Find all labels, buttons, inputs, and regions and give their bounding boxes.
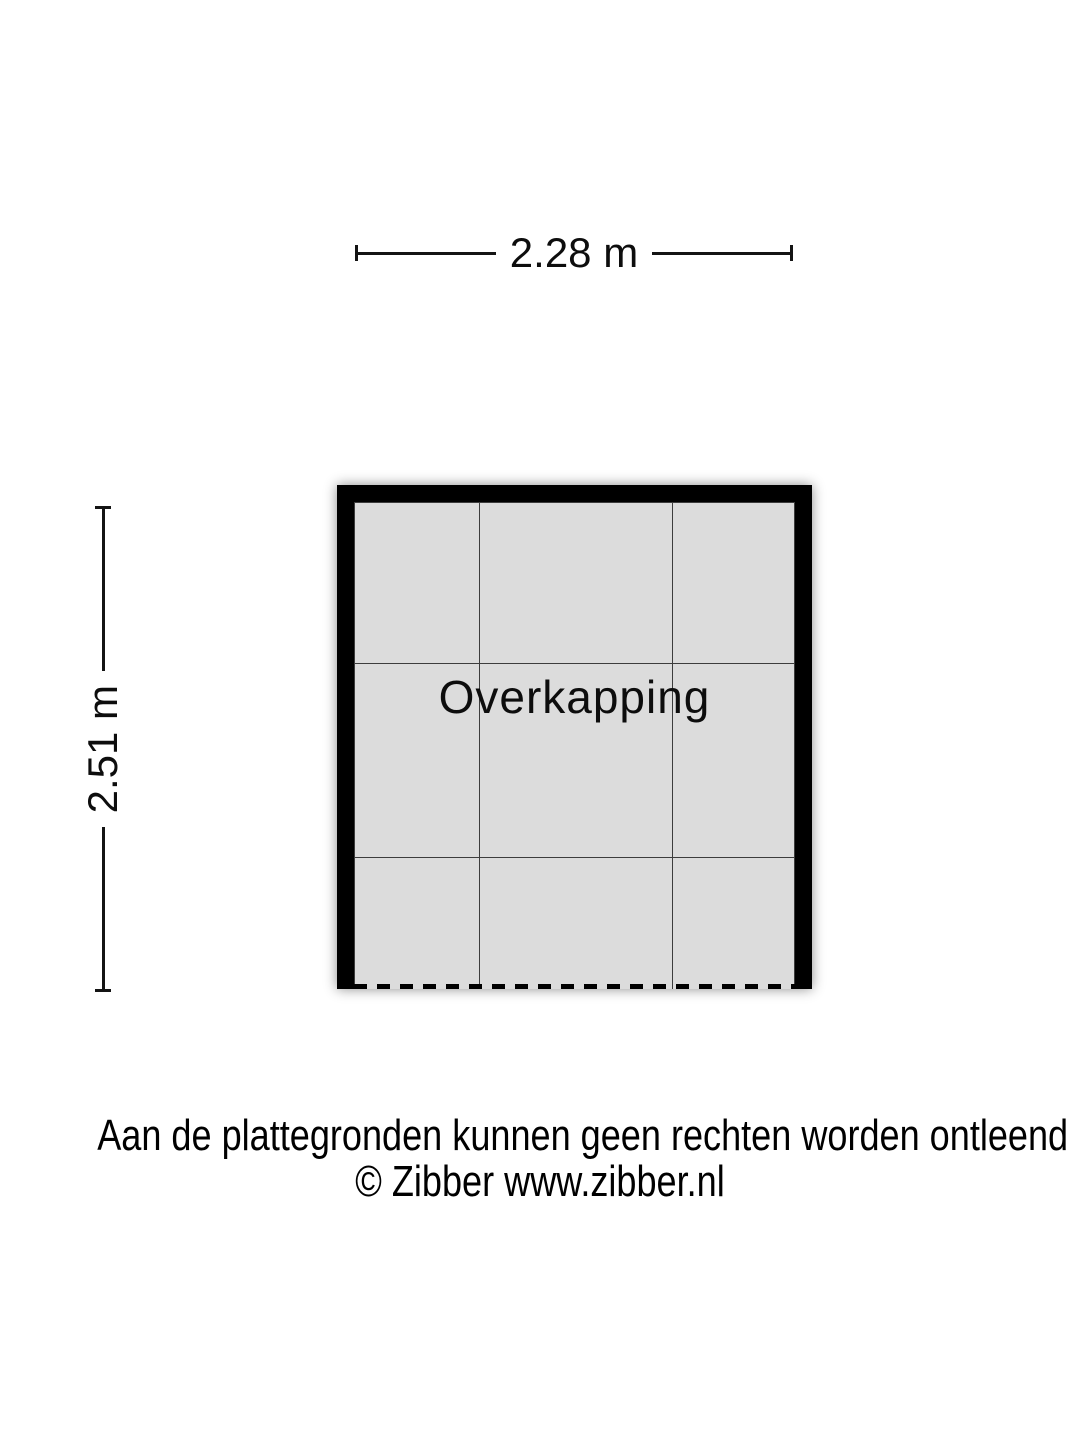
width-dimension-label: 2.28 m xyxy=(509,229,639,276)
disclaimer-text: Aan de plattegronden kunnen geen rechten worden ontleend xyxy=(97,1111,1069,1160)
room-label: Overkapping xyxy=(438,671,711,723)
height-dimension xyxy=(79,506,126,992)
dimension-tick-right xyxy=(790,245,793,261)
grid-line-horizontal xyxy=(354,663,795,664)
grid-line-horizontal xyxy=(354,857,795,858)
footer xyxy=(97,1111,1069,1206)
grid-line-vertical xyxy=(479,502,480,989)
copyright-text: © Zibber www.zibber.nl xyxy=(355,1157,725,1206)
dimension-line-segment xyxy=(358,252,496,255)
floor-plan xyxy=(337,485,812,989)
dimension-line-segment xyxy=(102,827,105,989)
dimension-line-segment xyxy=(102,509,105,671)
dimension-tick-bottom xyxy=(95,989,111,992)
width-dimension xyxy=(355,229,793,276)
grid-line-vertical xyxy=(672,502,673,989)
height-dimension-label: 2.51 m xyxy=(79,684,126,814)
dimension-line-segment xyxy=(652,252,790,255)
floor-outline xyxy=(354,502,795,989)
open-side-dashed-line xyxy=(354,984,795,989)
